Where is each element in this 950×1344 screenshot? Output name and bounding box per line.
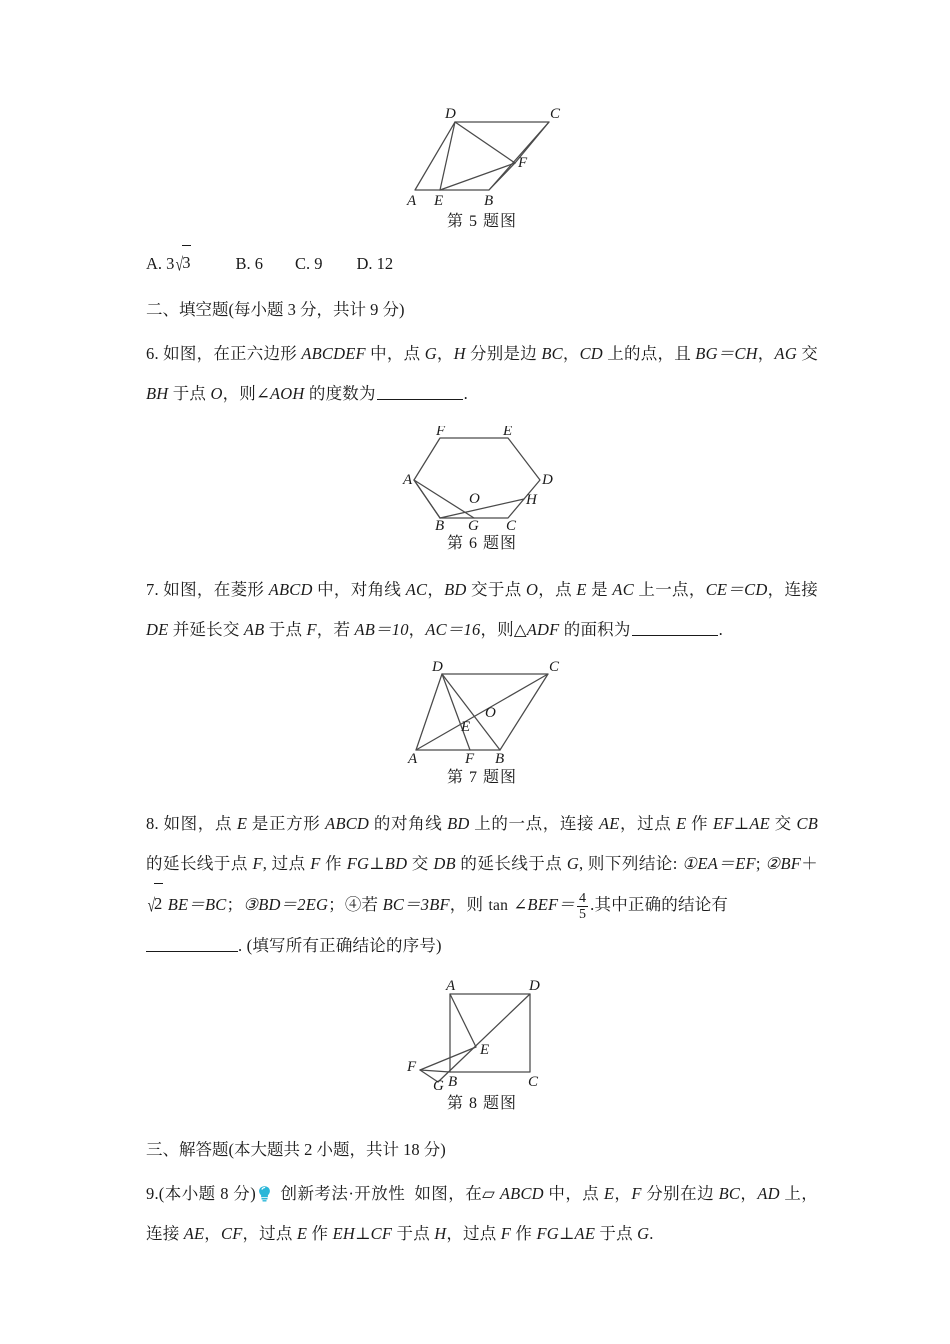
conclusion-1: ①EA＝EF: [682, 854, 756, 873]
figure-5-label-B: B: [484, 193, 494, 208]
figure-7-label-C: C: [549, 660, 560, 675]
section-3-heading: 三、解答题(本大题共 2 小题，共计 18 分): [146, 1140, 446, 1159]
figure-8-label-E: E: [480, 1042, 490, 1058]
figure-8-label-D: D: [529, 978, 540, 994]
figure-7-block: [146, 660, 818, 792]
question-9-text: 9.(本小题 8 分) 创新考法·开放性 如图，在▱ ABCD 中，点 E，F 分别在边 BC，AD 上，连接 AE，CF，过点 E 作 EH⊥CF 于点 H，过点 F 作 FG⊥AE 于点 G.: [146, 1184, 818, 1243]
figure-7-drawing: [402, 660, 562, 764]
conclusion-2-tail: BE＝BC: [167, 895, 227, 914]
figure-6-label-H: H: [526, 492, 537, 508]
section-2-heading: 二、填空题(每小题 3 分，共计 9 分): [146, 300, 405, 319]
question-8-text: 8. 如图，点 E 是正方形 ABCD 的对角线 BD 上的一点，连接 AE，过点 E 作 EF⊥AE 交 CB 的延长线于点 F, 过点 F 作 FG⊥BD 交 DB 的延长线于点 G, 则下列结论: ①EA＝EF; ②BF＋√2 BE＝BC；③BD＝2EG；④若 BC＝3BF，则 tan ∠BEF＝ $\frac{4}{5}$ .其中正确的结论有 . (填写所有正确结论的序号): [146, 814, 819, 955]
figure-8-label-G: G: [433, 1078, 444, 1090]
figure-7-label-D: D: [432, 660, 443, 675]
figure-8-block: [146, 978, 818, 1118]
conclusion-2-head: ②BF: [765, 854, 802, 873]
figure-5-block: [146, 104, 818, 236]
figure-5-label-E: E: [434, 193, 444, 208]
question-5-options: [146, 246, 818, 282]
figure-8-label-F: F: [407, 1059, 417, 1075]
figure-7-label-E: E: [461, 719, 471, 735]
question-8-answer-blank[interactable]: [146, 935, 238, 952]
figure-6-caption: 第 6 题图: [446, 535, 517, 552]
question-6-text: 6. 如图，在正六边形 ABCDEF 中，点 G，H 分别是边 BC，CD 上的点，且 BG＝CH，AG 交 BH 于点 O，则∠AOH 的度数为 .: [146, 344, 819, 403]
figure-6-label-F: F: [436, 426, 446, 439]
option-b[interactable]: B. 6: [235, 254, 263, 273]
figure-8-label-A: A: [446, 978, 456, 994]
lightbulb-icon: [256, 1185, 273, 1203]
figure-6-label-B: B: [435, 518, 445, 530]
figure-6-label-E: E: [503, 426, 513, 439]
figure-8-label-C: C: [528, 1074, 539, 1090]
figure-6-label-C: C: [506, 518, 517, 530]
figure-8-label-B: B: [448, 1074, 458, 1090]
figure-5-caption: 第 5 题图: [446, 213, 517, 230]
figure-7-label-A: A: [408, 751, 418, 764]
figure-8-caption: 第 8 题图: [446, 1095, 517, 1112]
figure-7-label-B: B: [495, 751, 505, 764]
fraction-four-fifths: $\frac{4}{5}$: [578, 890, 587, 922]
figure-8-drawing: [402, 978, 562, 1090]
figure-5-label-A: A: [407, 193, 417, 208]
question-7-text: 7. 如图，在菱形 ABCD 中，对角线 AC，BD 交于点 O，点 E 是 AC 上一点，CE＝CD，连接 DE 并延长交 AB 于点 F，若 AB＝10，AC＝16，则△ADF 的面积为 .: [146, 580, 818, 639]
figure-7-label-F: F: [465, 751, 475, 764]
option-a[interactable]: A. 3 √3: [146, 246, 191, 282]
option-d[interactable]: D. 12: [356, 254, 394, 273]
figure-6-label-O: O: [469, 491, 480, 507]
figure-5-drawing: [397, 104, 567, 208]
figure-6-label-A: A: [403, 472, 413, 488]
figure-6-block: [146, 426, 818, 558]
figure-5-label-C: C: [550, 106, 561, 122]
figure-7-caption: 第 7 题图: [446, 769, 517, 786]
page-content: [146, 0, 818, 1254]
figure-6-label-D: D: [542, 472, 553, 488]
question-7-answer-blank[interactable]: [632, 619, 718, 636]
question-9-tag: 创新考法·开放性: [280, 1184, 406, 1203]
figure-6-label-G: G: [468, 518, 479, 530]
question-6-answer-blank[interactable]: [377, 383, 463, 400]
conclusion-3: ③BD＝2EG: [243, 895, 329, 914]
figure-5-label-F: F: [518, 155, 528, 171]
figure-7-label-O: O: [485, 705, 496, 721]
sqrt-icon: √2: [146, 884, 163, 926]
sqrt-icon: √3: [174, 246, 191, 282]
figure-6-drawing: [402, 426, 562, 530]
figure-5-label-D: D: [445, 106, 456, 122]
option-c[interactable]: C. 9: [294, 254, 323, 273]
